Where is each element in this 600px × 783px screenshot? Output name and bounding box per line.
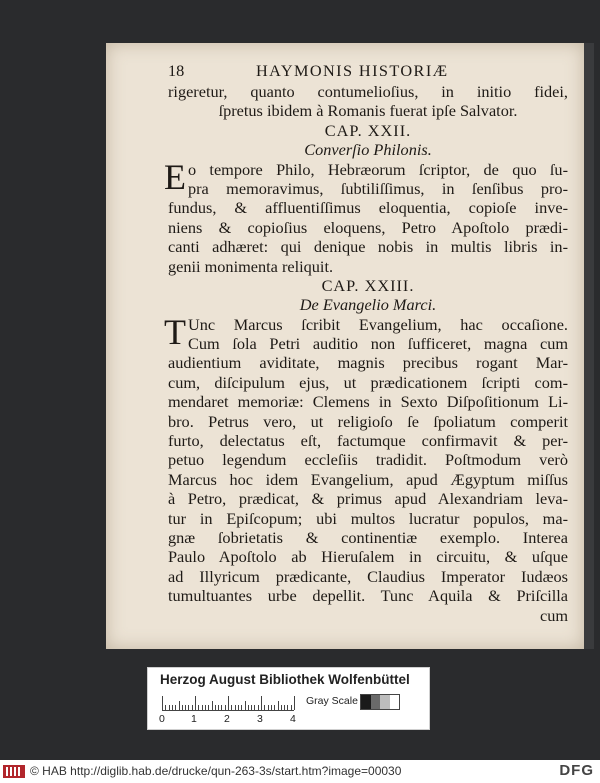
ruler-tick xyxy=(228,696,229,710)
chapter-subtitle: De Evangelio Marci. xyxy=(299,295,437,315)
ruler-tick xyxy=(268,705,269,710)
ruler-tick xyxy=(258,705,259,710)
color-ruler-card xyxy=(147,667,430,730)
ruler-tick xyxy=(195,696,196,710)
measurement-scale xyxy=(162,696,294,711)
text-line: tumultuantes urbe depellit. Tunc Aquila & Priſcilla xyxy=(168,586,568,606)
text-line: Paulo Apoſtolo ab Hieruſalem in circuitu, & uſque xyxy=(168,547,568,567)
ruler-tick xyxy=(278,701,279,710)
initial-letter: T xyxy=(164,311,186,352)
scale-numbers xyxy=(159,713,302,725)
ruler-tick xyxy=(192,705,193,710)
ruler-tick xyxy=(225,705,226,710)
text-line: Cum ſola Petri auditio non ſufficeret, magna cum xyxy=(188,334,568,354)
ruler-tick xyxy=(212,701,213,710)
ruler-tick xyxy=(245,701,246,710)
hab-logo-icon xyxy=(3,765,25,778)
text-line: genii monimenta reliquit. xyxy=(168,256,334,276)
book-gutter xyxy=(584,43,594,649)
text-line: furto, delectatus eſt, factumque confirmavit & per- xyxy=(168,431,568,451)
text-line: Marcus hoc idem Evangelium, apud Ægyptum miſſus xyxy=(168,469,568,489)
ruler-tick xyxy=(284,705,285,710)
text-line: cum, diſcipulum ejus, ut prædicationem ſcripti com- xyxy=(168,372,568,392)
text-line: tur in Epiſcopum; ubi multos lucratur populos, ma- xyxy=(168,508,568,528)
gray-swatch-cell xyxy=(361,695,371,709)
ruler-tick xyxy=(198,705,199,710)
book-page xyxy=(106,43,584,649)
ruler-tick xyxy=(188,705,189,710)
ruler-tick xyxy=(241,705,242,710)
catchword: cum xyxy=(539,605,568,625)
text-line: audientium aviditate, magnis precibus rogant Mar- xyxy=(168,353,568,373)
paragraph xyxy=(164,156,568,276)
gray-swatch-cell xyxy=(371,695,381,709)
ruler-tick xyxy=(271,705,272,710)
ruler-tick xyxy=(281,705,282,710)
gray-swatch-cell xyxy=(390,695,400,709)
text-line: Unc Marcus ſcribit Evangelium, hac occaſione. xyxy=(188,314,568,334)
text-line: pra memoravimus, ſubtiliſſimus, in ſenſibus pro- xyxy=(188,178,568,198)
gray-scale-swatch xyxy=(360,694,400,710)
ruler-tick xyxy=(182,705,183,710)
text-line: bro. Petrus vero, ut religioſo ſe ſpoliatum comperit xyxy=(168,411,568,431)
ruler-tick xyxy=(287,705,288,710)
initial-letter: E xyxy=(164,156,186,197)
text-line: ſpretus ibidem à Romanis fuerat ipſe Salvator. xyxy=(218,101,518,121)
ruler-tick xyxy=(205,705,206,710)
running-head xyxy=(168,61,568,82)
chapter-heading: CAP. XXII. xyxy=(324,120,412,140)
chapter-heading: CAP. XXIII. xyxy=(321,275,415,295)
footer-bar xyxy=(0,760,600,783)
ruler-tick xyxy=(172,705,173,710)
text-line: niens & copioſius eloquens, Petro Apoſtolo prædi- xyxy=(168,217,568,237)
scale-number: 4 xyxy=(290,713,296,725)
ruler-tick xyxy=(251,705,252,710)
ruler-tick xyxy=(231,705,232,710)
ruler-tick xyxy=(162,696,163,710)
ruler-tick xyxy=(254,705,255,710)
ruler-tick xyxy=(175,705,176,710)
ruler-tick xyxy=(235,705,236,710)
ruler-tick xyxy=(294,696,295,710)
ruler-title: Herzog August Bibliothek Wolfenbüttel xyxy=(160,672,410,687)
ruler-tick xyxy=(165,705,166,710)
text-line: rigeretur, quanto contumelioſius, in initio fidei, xyxy=(168,82,568,101)
page-number: 18 xyxy=(168,61,185,80)
scale-number: 3 xyxy=(257,713,263,725)
text-line: à Petro, prædicat, & primus apud Alexandriam leva- xyxy=(168,489,568,509)
ruler-tick xyxy=(218,705,219,710)
scale-number: 2 xyxy=(224,713,230,725)
page-text xyxy=(164,61,568,625)
gray-scale-label: Gray Scale xyxy=(306,695,358,707)
scale-number: 1 xyxy=(191,713,197,725)
ruler-tick xyxy=(169,705,170,710)
text-line: gnæ ſobrietatis & continentiæ exemplo. Interea xyxy=(168,527,568,547)
ruler-tick xyxy=(215,705,216,710)
citation-link[interactable]: © HAB http://diglib.hab.de/drucke/qun-263-3s/start.htm?image=00030 xyxy=(30,764,402,778)
ruler-tick xyxy=(179,701,180,710)
scale-number: 0 xyxy=(159,713,165,725)
ruler-tick xyxy=(208,705,209,710)
gray-swatch-cell xyxy=(380,695,390,709)
ruler-tick xyxy=(202,705,203,710)
dfg-logo: DFG xyxy=(559,762,594,779)
text-line: ad Illyricum prædicante, Claudius Imperator Iudæos xyxy=(168,566,568,586)
text-line: o tempore Philo, Hebræorum ſcriptor, de quo ſu- xyxy=(188,159,568,179)
ruler-tick xyxy=(238,705,239,710)
ruler-tick xyxy=(185,705,186,710)
chapter-subtitle: Converſio Philonis. xyxy=(304,140,432,160)
text-line: petuo legendum eccleſiis tradidit. Poſtmodum verò xyxy=(168,450,568,470)
text-line: mendaret memoriæ: Clemens in Sexto Diſpoſitionum Li- xyxy=(168,392,568,412)
ruler-tick xyxy=(261,696,262,710)
ruler-tick xyxy=(248,705,249,710)
ruler-tick xyxy=(291,705,292,710)
ruler-tick xyxy=(274,705,275,710)
ruler-tick xyxy=(264,705,265,710)
text-line: fundus, & affluentiſſimus eloquentia, copioſe inve- xyxy=(168,198,568,218)
paragraph xyxy=(164,311,568,606)
ruler-tick xyxy=(221,705,222,710)
text-line: canti adhæret: qui denique nobis in multis libris in- xyxy=(168,237,568,257)
running-title: HAYMONIS HISTORIÆ xyxy=(256,61,449,80)
